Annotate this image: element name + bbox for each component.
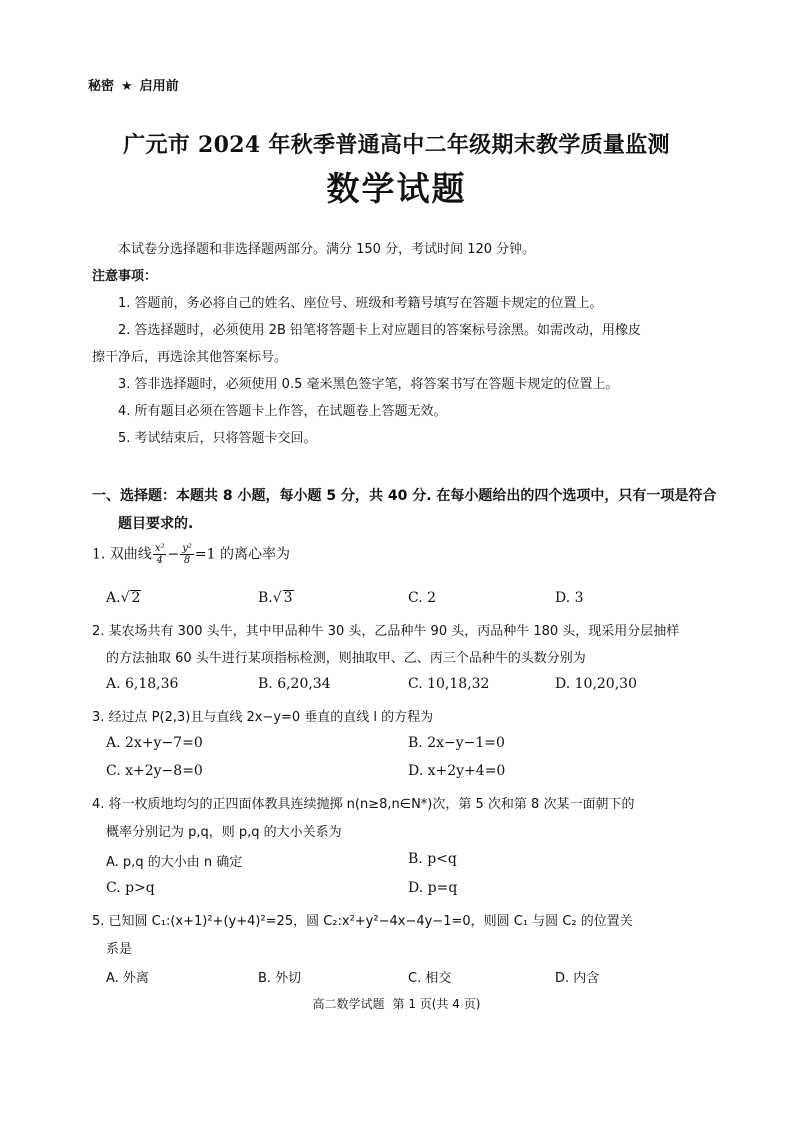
q2-option-b: B. 6,20,34 [258, 676, 331, 692]
q4-option-d: D. p=q [408, 880, 458, 896]
q5-option-b: B. 外切 [258, 971, 302, 986]
star-icon: ★ [121, 79, 133, 94]
q3-option-b: B. 2x−y−1=0 [408, 735, 505, 751]
q1-option-a: A.√ 2 [106, 590, 141, 606]
q3-option-d: D. x+2y+4=0 [408, 763, 506, 779]
q1-option-d: D. 3 [555, 590, 584, 606]
q4-option-b: B. p<q [408, 851, 457, 867]
question-2-stem-continued: 的方法抽取 60 头牛进行某项指标检测，则抽取甲、乙、丙三个品种牛的头数分别为 [106, 651, 586, 666]
question-4-stem: 4. 将一枚质地均匀的正四面体教具连续抛掷 n(n≥8,n∈N*)次，第 5 次和第 8 次某一面朝下的 [92, 797, 635, 812]
footer-subject: 高二数学试题 [312, 997, 385, 1011]
question-2-stem: 2. 某农场共有 300 头牛，其中甲品种牛 30 头，乙品种牛 90 头，丙品种牛 180 头，现采用分层抽样 [92, 624, 680, 639]
secret-label: 秘密 [88, 79, 115, 94]
q4-option-a: A. p,q 的大小由 n 确定 [106, 855, 243, 870]
q1-prefix: 1. 双曲线 [92, 546, 152, 563]
q1-minus: − [167, 546, 180, 563]
question-4-stem-continued: 概率分别记为 p,q，则 p,q 的大小关系为 [106, 825, 342, 840]
question-5-stem: 5. 已知圆 C₁:(x+1)²+(y+4)²=25，圆 C₂:x²+y²−4x−4y−1=0，则圆 C₁ 与圆 C₂ 的位置关 [92, 914, 633, 929]
q1-fraction-x: $\frac{\text{x²}}{4}$ [154, 543, 165, 566]
status-label: 启用前 [139, 79, 179, 94]
q1-fraction-y: $\frac{\text{y²}}{8}$ [182, 543, 192, 566]
confidential-mark [88, 75, 179, 94]
q1-option-a-radicand: 2 [131, 590, 141, 606]
notice-heading: 注意事项： [92, 269, 158, 284]
exam-subject-title: 数学试题 [326, 169, 467, 208]
question-3-stem: 3. 经过点 P(2,3)且与直线 2x−y=0 垂直的直线 l 的方程为 [92, 710, 434, 725]
q1-suffix: =1 的离心率为 [194, 546, 290, 563]
q2-option-c: C. 10,18,32 [408, 676, 490, 692]
q3-option-a: A. 2x+y−7=0 [106, 735, 203, 751]
q1-option-b-radicand: 3 [283, 590, 293, 606]
notice-item-continued: 擦干净后，再选涂其他答案标号。 [92, 350, 288, 365]
q4-option-c: C. p>q [106, 880, 155, 896]
notice-item: 2. 答选择题时，必须使用 2B 铅笔将答题卡上对应题目的答案标号涂黑。如需改动，用橡皮 [118, 323, 641, 338]
section-heading: 一、选择题：本题共 8 小题，每小题 5 分，共 40 分. 在每小题给出的四个选项中，只有一项是符合 [92, 488, 717, 504]
q2-option-d: D. 10,20,30 [555, 676, 637, 692]
notice-item: 5. 考试结束后，只将答题卡交回。 [118, 431, 317, 446]
question-5-stem-continued: 系是 [106, 942, 133, 957]
intro-text: 本试卷分选择题和非选择题两部分。满分 150 分，考试时间 120 分钟。 [118, 242, 536, 257]
exam-title: 广元市 2024 年秋季普通高中二年级期末教学质量监测 [123, 132, 670, 158]
notice-item: 3. 答非选择题时，必须使用 0.5 毫米黑色签字笔，将答案书写在答题卡规定的位置上。 [118, 377, 619, 392]
notice-item: 1. 答题前，务必将自己的姓名、座位号、班级和考籍号填写在答题卡规定的位置上。 [118, 296, 603, 311]
q1-option-b: B.√ 3 [258, 590, 293, 606]
q2-option-a: A. 6,18,36 [106, 676, 179, 692]
section-heading-continued: 题目要求的. [118, 516, 194, 532]
q1-option-c: C. 2 [408, 590, 437, 606]
q5-option-d: D. 内含 [555, 971, 600, 986]
q3-option-c: C. x+2y−8=0 [106, 763, 203, 779]
q5-option-c: C. 相交 [408, 971, 452, 986]
page-footer [0, 995, 793, 1012]
question-1-stem [92, 543, 290, 566]
notice-item: 4. 所有题目必须在答题卡上作答，在试题卷上答题无效。 [118, 404, 447, 419]
footer-page-number: 第 1 页(共 4 页) [392, 997, 481, 1011]
q5-option-a: A. 外离 [106, 971, 149, 986]
